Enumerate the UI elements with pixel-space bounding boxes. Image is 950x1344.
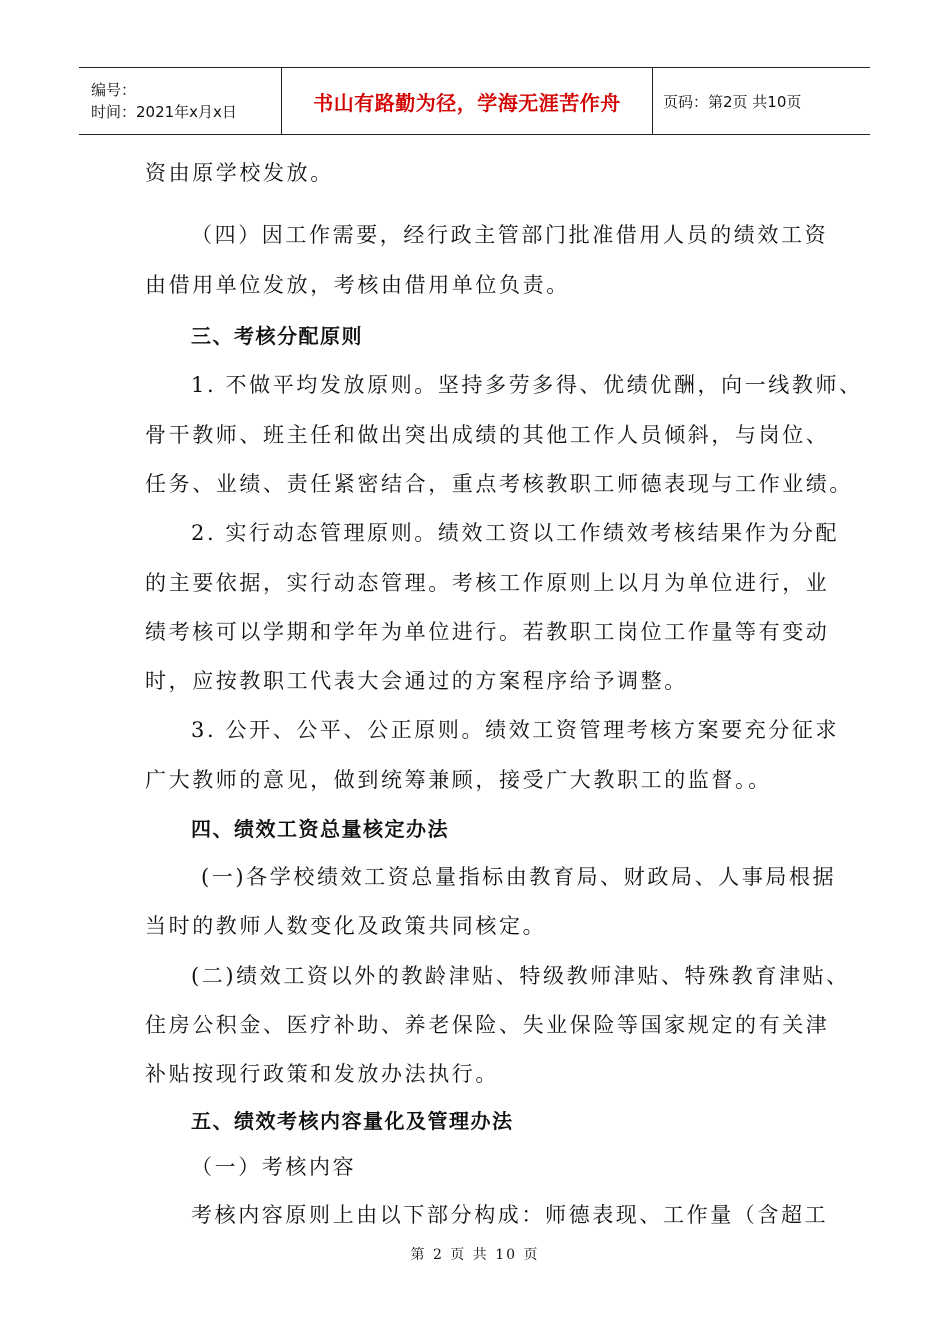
body-line: 补贴按现行政策和发放办法执行。 — [145, 1062, 499, 1086]
section-heading: 五、绩效考核内容量化及管理办法 — [191, 1109, 514, 1133]
header-motto-cell — [282, 68, 653, 134]
body-line: 任务、业绩、责任紧密结合，重点考核教职工师德表现与工作业绩。 — [145, 472, 853, 496]
body-line: (二)绩效工资以外的教龄津贴、特级教师津贴、特殊教育津贴、 — [191, 964, 850, 988]
document-time-label: 时间：2021年x月x日 — [91, 103, 237, 121]
body-line: 当时的教师人数变化及政策共同核定。 — [145, 914, 547, 938]
body-line: 绩考核可以学期和学年为单位进行。若教职工岗位工作量等有变动 — [145, 620, 830, 644]
body-line: 骨干教师、班主任和做出突出成绩的其他工作人员倾斜，与岗位、 — [145, 423, 830, 447]
body-line: 资由原学校发放。 — [145, 161, 334, 185]
body-line: 广大教师的意见，做到统筹兼顾，接受广大教职工的监督。。 — [145, 768, 772, 792]
body-line: (一)各学校绩效工资总量指标由教育局、财政局、人事局根据 — [201, 865, 837, 889]
body-line: 由借用单位发放，考核由借用单位负责。 — [145, 273, 570, 297]
document-number-label: 编号： — [91, 81, 137, 99]
header-page-cell — [653, 68, 870, 134]
section-heading: 三、考核分配原则 — [191, 324, 363, 348]
body-line: 的主要依据，实行动态管理。考核工作原则上以月为单位进行，业 — [145, 571, 830, 595]
body-line: 住房公积金、医疗补助、养老保险、失业保险等国家规定的有关津 — [145, 1013, 830, 1037]
body-line: （一）考核内容 — [191, 1155, 357, 1179]
page-header-table — [79, 67, 870, 135]
body-line: 2. 实行动态管理原则。绩效工资以工作绩效考核结果作为分配 — [191, 521, 840, 545]
body-line: 1. 不做平均发放原则。坚持多劳多得、优绩优酬，向一线教师、 — [191, 373, 863, 397]
header-motto: 书山有路勤为径，学海无涯苦作舟 — [313, 90, 621, 115]
body-line: 时，应按教职工代表大会通过的方案程序给予调整。 — [145, 669, 688, 693]
body-line: （四）因工作需要，经行政主管部门批准借用人员的绩效工资 — [191, 223, 829, 247]
body-line: 3. 公开、公平、公正原则。绩效工资管理考核方案要充分征求 — [191, 718, 840, 742]
header-page-info: 页码：第2页 共10页 — [663, 92, 802, 111]
page-footer: 第 2 页 共 10 页 — [410, 1247, 540, 1263]
header-meta-cell — [79, 68, 282, 134]
section-heading: 四、绩效工资总量核定办法 — [191, 817, 449, 841]
body-line: 考核内容原则上由以下部分构成：师德表现、工作量（含超工 — [191, 1203, 829, 1227]
